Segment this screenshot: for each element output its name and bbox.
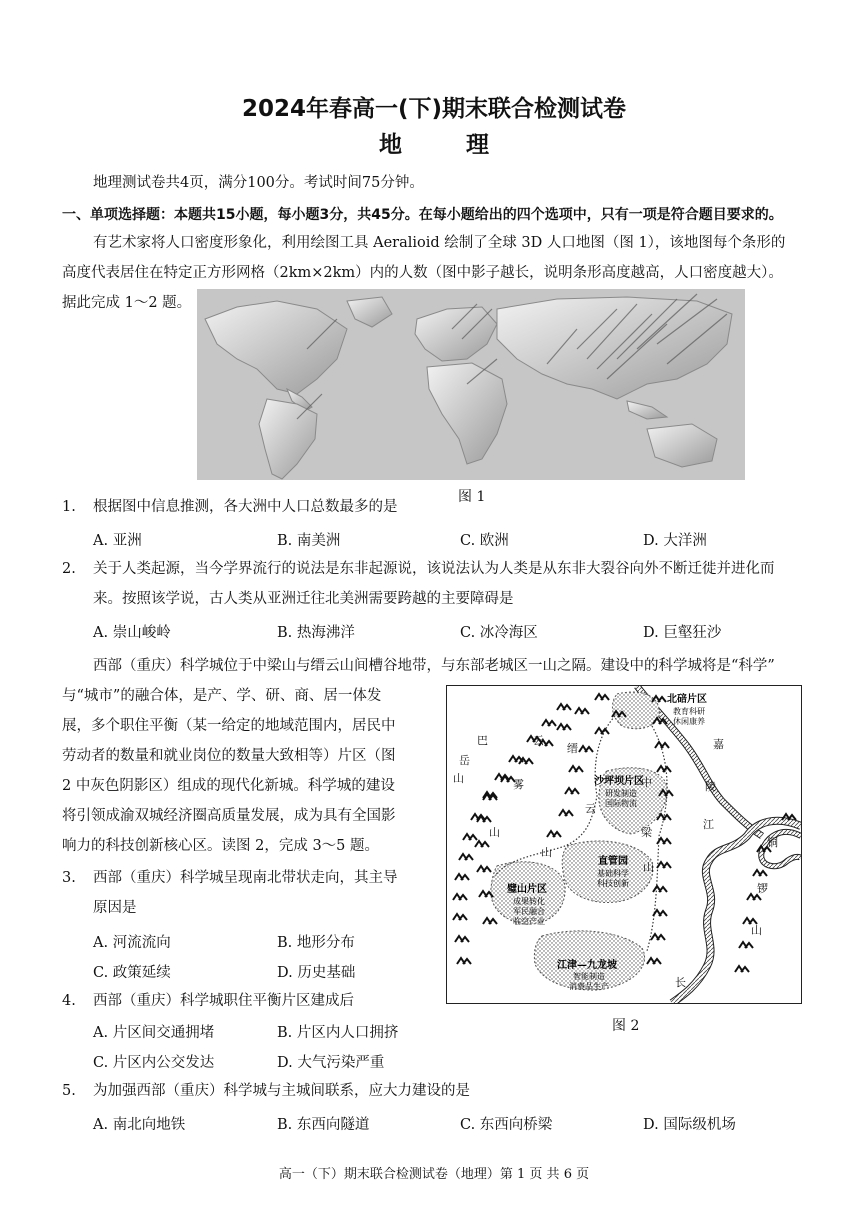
page-title: 2024年春高一(下)期末联合检测试卷 [241,96,627,122]
zone-beibei-desc-2: 休闲康养 [673,717,705,726]
changjiang-label: 长 [675,976,686,989]
q5-option-a: A. 南北向地铁 [93,1117,186,1133]
bayue-label-3: 山 [453,772,464,785]
passage1-line1: 有艺术家将人口密度形象化，利用绘图工具 Aeralioid 绘制了全球 3D 人口地图（图 1），该地图每个条形的 [93,235,786,251]
q5-number: 5. [62,1083,76,1099]
yunwu-label-1: 云 [533,734,544,747]
jialing-label-1: 嘉 [713,738,724,751]
q3-option-a: A. 河流流向 [93,935,171,951]
jialing-label-3: 江 [703,818,714,831]
section-heading: 一、单项选择题：本题共15小题，每小题3分，共45分。在每小题给出的四个选项中，只有一项是符合题目要求的。 [62,207,783,223]
jinyun-label-3: 山 [541,846,552,859]
q3-option-c: C. 政策延续 [93,965,171,981]
q4-option-b: B. 片区内人口拥挤 [277,1025,399,1041]
q4-option-d: D. 大气污染严重 [277,1055,385,1071]
zhongliang-label-2: 梁 [641,826,652,839]
q4-stem: 西部（重庆）科学城职住平衡片区建成后 [93,993,354,1009]
passage2-line4: 劳动者的数量和就业岗位的数量大致相等）片区（图 [62,748,396,764]
zone-beibei-desc-1: 教育科研 [673,707,705,716]
zone-shapingba-desc-1: 研发制造 [605,789,637,798]
jinyun-label-2: 云 [585,802,596,815]
zone-bishan-name: 璧山片区 [507,884,547,895]
zone-bishan-desc-3: 临空产业 [513,917,545,926]
q1-option-c: C. 欧洲 [460,533,509,549]
q4-option-c: C. 片区内公交发达 [93,1055,215,1071]
q1-stem: 根据图中信息推测，各大洲中人口总数最多的是 [93,499,398,515]
zone-zhiguanyuan-desc-2: 科技创新 [597,879,629,888]
q2-stem-line2: 来。按照该学说，古人类从亚洲迁往北美洲需要跨越的主要障碍是 [93,591,514,607]
q2-option-c: C. 冰冷海区 [460,625,538,641]
q4-number: 4. [62,993,76,1009]
q1-number: 1. [62,499,76,515]
q1-option-b: B. 南美洲 [277,533,341,549]
tongluo-label-3: 山 [751,924,762,937]
jialing-label-2: 陵 [705,780,716,793]
q2-stem-line1: 关于人类起源，当今学界流行的说法是东非起源说，该说法认为人类是从东非大裂谷向外不断迁徙并进化而 [93,561,775,577]
passage2-line5: 2 中灰色阴影区）组成的现代化新城。科学城的建设 [62,778,395,794]
figure1-caption: 图 1 [458,489,486,505]
zone-bishan-desc-1: 成果转化 [513,897,545,906]
q2-option-a: A. 崇山峻岭 [93,625,171,641]
q5-option-b: B. 东西向隧道 [277,1117,370,1133]
page-footer: 高一（下）期末联合检测试卷（地理）第 1 页 共 6 页 [278,1167,590,1182]
q1-option-d: D. 大洋洲 [643,533,707,549]
q1-option-a: A. 亚洲 [93,533,142,549]
passage1-line3: 据此完成 1～2 题。 [62,295,192,311]
q2-option-d: D. 巨壑狂沙 [643,625,722,641]
zone-jiangjin-name: 江津—九龙坡 [557,960,617,971]
passage2-line1: 西部（重庆）科学城位于中梁山与缙云山间槽谷地带，与东部老城区一山之隔。建设中的科学城将是“科学” [93,658,775,674]
subject-title: 地 理 [378,132,517,158]
q3-option-b: B. 地形分布 [277,935,355,951]
zone-jiangjin-desc-2: 消费品生产 [569,982,609,991]
passage2-line3: 展，多个职住平衡（某一给定的地域范围内，居民中 [62,718,396,734]
zone-jiangjin-desc-1: 智能制造 [573,972,605,981]
bayue-label-1: 巴 [477,734,488,747]
q3-option-d: D. 历史基础 [277,965,356,981]
zone-zhiguanyuan-desc-1: 基础科学 [597,869,629,878]
zone-beibei-name: 北碚片区 [667,694,707,705]
passage2-line6: 将引领成渝双城经济圈高质量发展，成为具有全国影 [62,808,396,824]
yunwu-label-2: 雾 [513,778,524,791]
yunwu-label-3: 山 [489,826,500,839]
zone-shapingba-desc-2: 国际物流 [605,799,637,808]
tongluo-label-1: 铜 [767,836,778,849]
zone-shapingba-name: 沙坪坝片区 [594,776,644,787]
passage2-line7: 响力的科技创新核心区。读图 2，完成 3～5 题。 [62,838,380,854]
q3-stem-line2: 原因是 [93,900,137,916]
q4-option-a: A. 片区间交通拥堵 [93,1025,215,1041]
bayue-label-2: 岳 [459,754,470,767]
q2-option-b: B. 热海沸洋 [277,625,355,641]
q5-stem: 为加强西部（重庆）科学城与主城间联系，应大力建设的是 [93,1083,470,1099]
tongluo-label-2: 锣 [757,882,768,895]
passage2-line2: 与“城市”的融合体，是产、学、研、商、居一体发 [62,688,382,704]
q3-number: 3. [62,870,76,886]
passage1-line2: 高度代表居住在特定正方形网格（2km×2km）内的人数（图中影子越长，说明条形高度越高，人口密度越大）。 [62,265,783,281]
figure2-caption: 图 2 [612,1018,640,1034]
zone-zhiguanyuan-name: 直管园 [598,856,628,867]
world-population-map [197,289,745,480]
zone-bishan-desc-2: 军民融合 [513,907,545,916]
q5-option-c: C. 东西向桥梁 [460,1117,553,1133]
jinyun-label-1: 缙 [567,742,578,755]
q3-stem-line1: 西部（重庆）科学城呈现南北带状走向，其主导 [93,870,398,886]
science-city-map [446,685,802,1004]
q5-option-d: D. 国际级机场 [643,1117,736,1133]
zhongliang-label-1: 中 [641,776,652,789]
q2-number: 2. [62,561,76,577]
intro-text: 地理测试卷共4页，满分100分。考试时间75分钟。 [93,175,424,191]
zhongliang-label-3: 山 [643,861,654,874]
